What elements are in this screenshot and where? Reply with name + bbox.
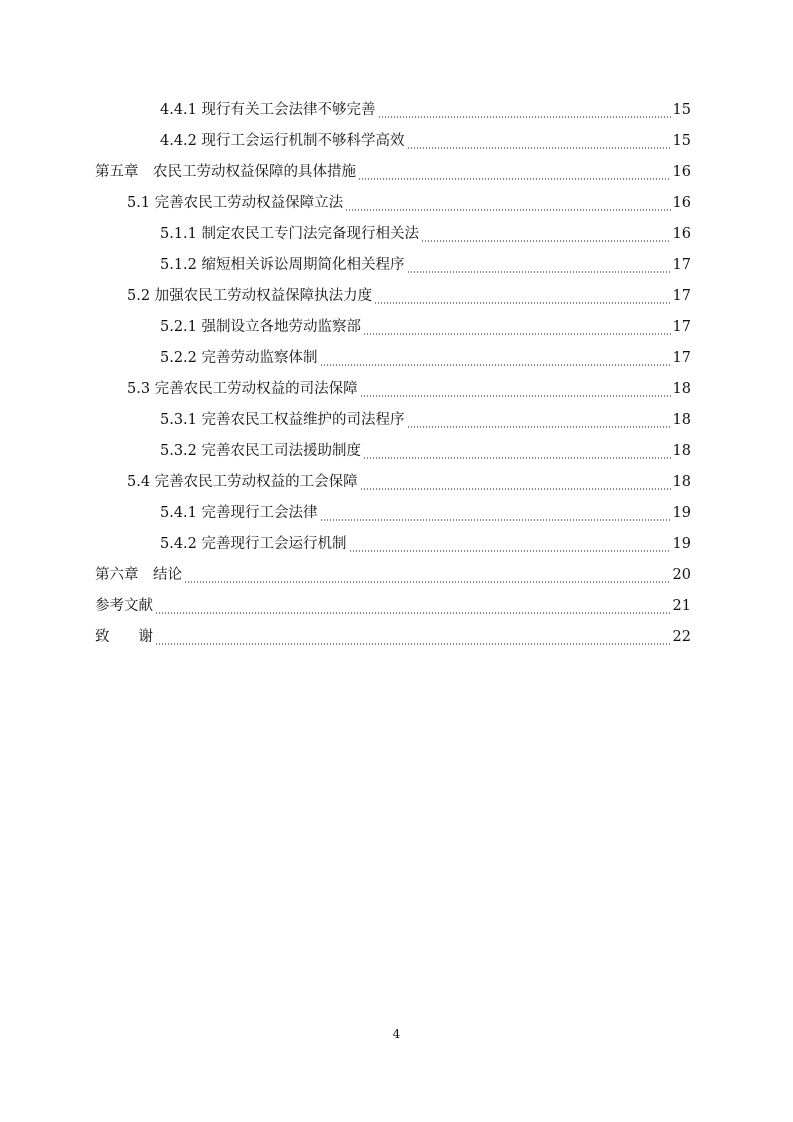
dot-leader: [345, 209, 670, 211]
toc-entry[interactable]: [95, 157, 691, 188]
toc-entry-page-number: 16: [672, 226, 691, 242]
toc-entry-page-number: 17: [672, 350, 691, 366]
toc-entry[interactable]: [160, 529, 691, 560]
toc-entry-page-number: 18: [672, 412, 691, 428]
toc-entry[interactable]: [160, 312, 691, 343]
toc-entry-label: 4.4.2 现行工会运行机制不够科学高效: [160, 133, 405, 149]
toc-entry[interactable]: [95, 591, 691, 622]
toc-entry-label: 5.4.2 完善现行工会运行机制: [160, 536, 347, 552]
toc-entry-page-number: 16: [672, 164, 691, 180]
toc-entry-page-number: 22: [672, 629, 691, 645]
toc-entry-page-number: 20: [672, 567, 691, 583]
dot-leader: [378, 116, 671, 118]
dot-leader: [407, 271, 671, 273]
toc-entry[interactable]: [160, 250, 691, 281]
dot-leader: [320, 364, 671, 366]
toc-entry-label: 5.1 完善农民工劳动权益保障立法: [127, 195, 344, 211]
toc-entry-label: 5.3 完善农民工劳动权益的司法保障: [127, 381, 358, 397]
dot-leader: [363, 333, 671, 335]
toc-entry-page-number: 18: [672, 381, 691, 397]
toc-entry[interactable]: [127, 467, 691, 498]
dot-leader: [184, 581, 671, 583]
page-number: 4: [392, 1027, 401, 1041]
toc-entry-label: 参考文献: [95, 598, 153, 614]
toc-entry[interactable]: [160, 126, 691, 157]
dot-leader: [155, 612, 671, 614]
toc-entry-label: 第六章 结论: [95, 567, 182, 583]
toc-entry[interactable]: [127, 374, 691, 405]
dot-leader: [358, 178, 671, 180]
toc-entry[interactable]: [95, 560, 691, 591]
toc-entry-label: 5.1.1 制定农民工专门法完备现行相关法: [160, 226, 420, 242]
dot-leader: [320, 519, 671, 521]
dot-leader: [349, 550, 671, 552]
toc-entry-label: 5.1.2 缩短相关诉讼周期简化相关程序: [160, 257, 405, 273]
toc-entry[interactable]: [95, 622, 691, 653]
dot-leader: [155, 643, 671, 645]
toc-entry-label: 4.4.1 现行有关工会法律不够完善: [160, 102, 376, 118]
toc-entry-label: 5.3.1 完善农民工权益维护的司法程序: [160, 412, 405, 428]
toc-entry-page-number: 17: [672, 319, 691, 335]
toc-entry-page-number: 15: [672, 133, 691, 149]
toc-entry-page-number: 19: [672, 505, 691, 521]
toc-entry-label: 5.3.2 完善农民工司法援助制度: [160, 443, 362, 459]
toc-entry[interactable]: [160, 343, 691, 374]
dot-leader: [360, 488, 671, 490]
dot-leader: [374, 302, 670, 304]
dot-leader: [363, 457, 671, 459]
toc-entry-page-number: 18: [672, 443, 691, 459]
toc-entry-page-number: 15: [672, 102, 691, 118]
toc-entry-label: 致 谢: [95, 629, 153, 645]
toc-entry-page-number: 21: [672, 598, 691, 614]
dot-leader: [407, 426, 671, 428]
toc-entry-page-number: 18: [672, 474, 691, 490]
toc-entry-label: 第五章 农民工劳动权益保障的具体措施: [95, 164, 356, 180]
toc-entry-page-number: 19: [672, 536, 691, 552]
toc-entry[interactable]: [160, 95, 691, 126]
toc-entry[interactable]: [160, 436, 691, 467]
toc-entry-label: 5.2 加强农民工劳动权益保障执法力度: [127, 288, 373, 304]
toc-entry-page-number: 17: [672, 288, 691, 304]
dot-leader: [407, 147, 671, 149]
dot-leader: [360, 395, 671, 397]
toc-entry-page-number: 16: [672, 195, 691, 211]
toc-entry[interactable]: [160, 405, 691, 436]
toc-entry-page-number: 17: [672, 257, 691, 273]
toc-entry-label: 5.4 完善农民工劳动权益的工会保障: [127, 474, 358, 490]
toc-entry-label: 5.2.2 完善劳动监察体制: [160, 350, 318, 366]
toc-entry[interactable]: [160, 219, 691, 250]
dot-leader: [421, 240, 671, 242]
toc-entry[interactable]: [127, 188, 691, 219]
toc-entry[interactable]: [160, 498, 691, 529]
toc-entry-label: 5.4.1 完善现行工会法律: [160, 505, 318, 521]
toc-entry[interactable]: [127, 281, 691, 312]
toc-entry-label: 5.2.1 强制设立各地劳动监察部: [160, 319, 362, 335]
